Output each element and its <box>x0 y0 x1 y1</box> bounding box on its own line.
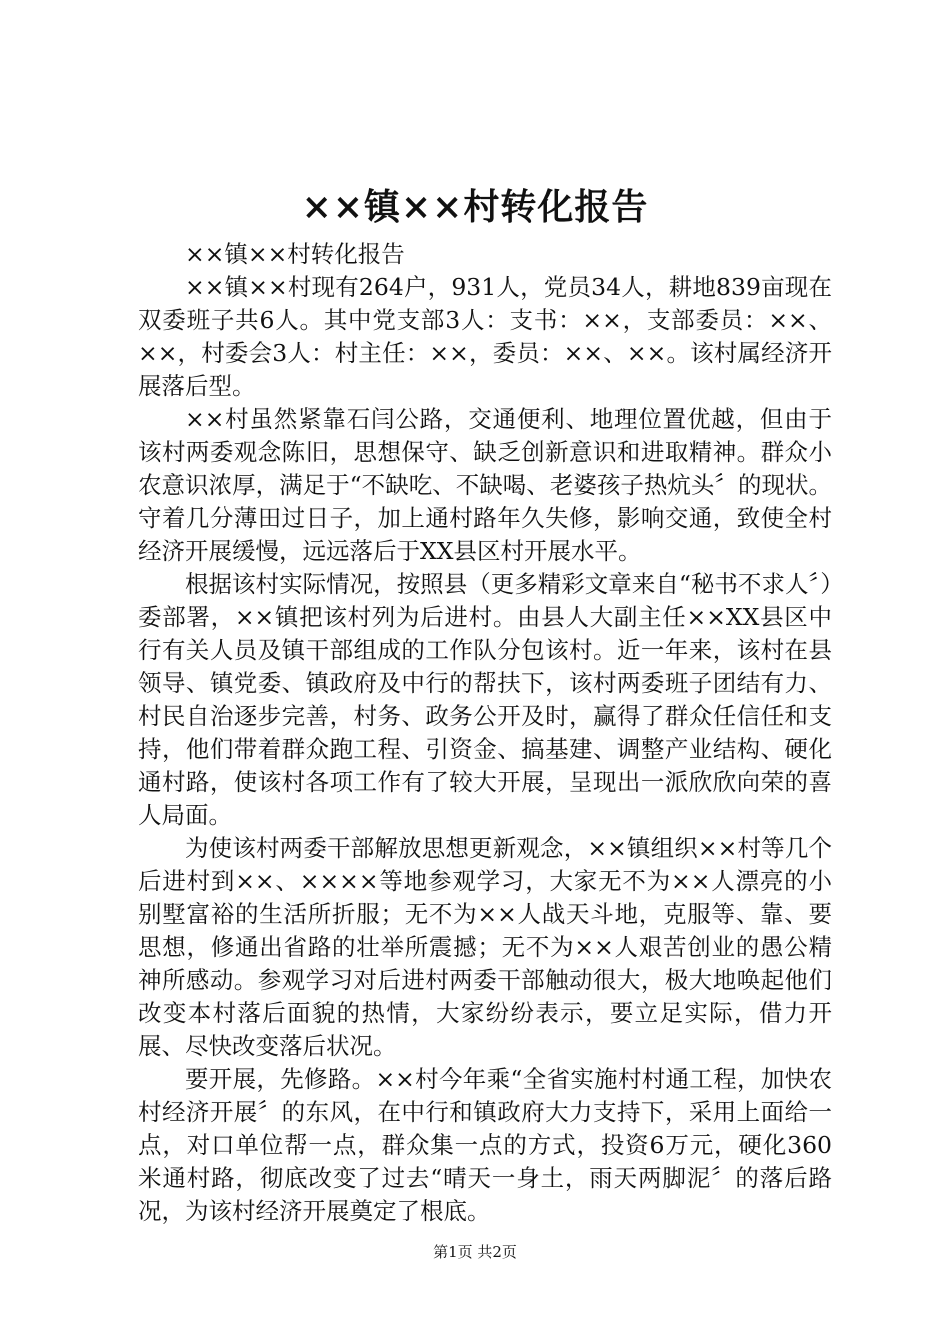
paragraph-subtitle: ××镇××村转化报告 <box>185 240 405 268</box>
paragraph-assistance: 根据该村实际情况，按照县（更多精彩文章来自“秘书不求人〞）委部署，××镇把该村列为后进村。由县人大副主任××XX县区中行有关人员及镇干部组成的工作队分包该村。近一年来，该村在县领导、镇党委、镇政府及中行的帮扶下，该村两委班子团结有力、村民自治逐步完善，村务、政务公开及时，赢得了群众任信任和支持，他们带着群众跑工程、引资金、搞基建、调整产业结构、硬化通村路，使该村各项工作有了较大开展，呈现出一派欣欣向荣的喜人局面。 <box>138 570 832 829</box>
paragraph-problems: ××村虽然紧靠石闫公路，交通便利、地理位置优越，但由于该村两委观念陈旧，思想保守、缺乏创新意识和进取精神。群众小农意识浓厚，满足于“不缺吃、不缺喝、老婆孩子热炕头〞的现状。守着几分薄田过日子，加上通村路年久失修，影响交通，致使全村经济开展缓慢，远远落后于XX县区村开展水平。 <box>138 405 832 565</box>
paragraph-road-building: 要开展，先修路。××村今年乘“全省实施村村通工程，加快农村经济开展〞的东风，在中行和镇政府大力支持下，采用上面给一点，对口单位帮一点，群众集一点的方式，投资6万元，硬化360米通村路，彻底改变了过去“晴天一身土，雨天两脚泥〞的落后路况，为该村经济开展奠定了根底。 <box>138 1065 832 1225</box>
paragraph-study-visit: 为使该村两委干部解放思想更新观念，××镇组织××村等几个后进村到××、××××等地参观学习，大家无不为××人漂亮的小别墅富裕的生活所折服；无不为××人战天斗地，克服等、靠、要思想，修通出省路的壮举所震撼；无不为××人艰苦创业的愚公精神所感动。参观学习对后进村两委干部触动很大，极大地唤起他们改变本村落后面貌的热情，大家纷纷表示，要立足实际，借力开展、尽快改变落后状况。 <box>138 834 832 1060</box>
page-title: ××镇××村转化报告 <box>301 186 649 228</box>
paragraph-overview: ××镇××村现有264户，931人，党员34人，耕地839亩现在双委班子共6人。其中党支部3人：支书：××，支部委员：××、××，村委会3人：村主任：××，委员：××、××。该村属经济开展落后型。 <box>138 273 832 400</box>
page-number: 第1页 共2页 <box>433 1243 517 1261</box>
document-body <box>138 238 832 1228</box>
